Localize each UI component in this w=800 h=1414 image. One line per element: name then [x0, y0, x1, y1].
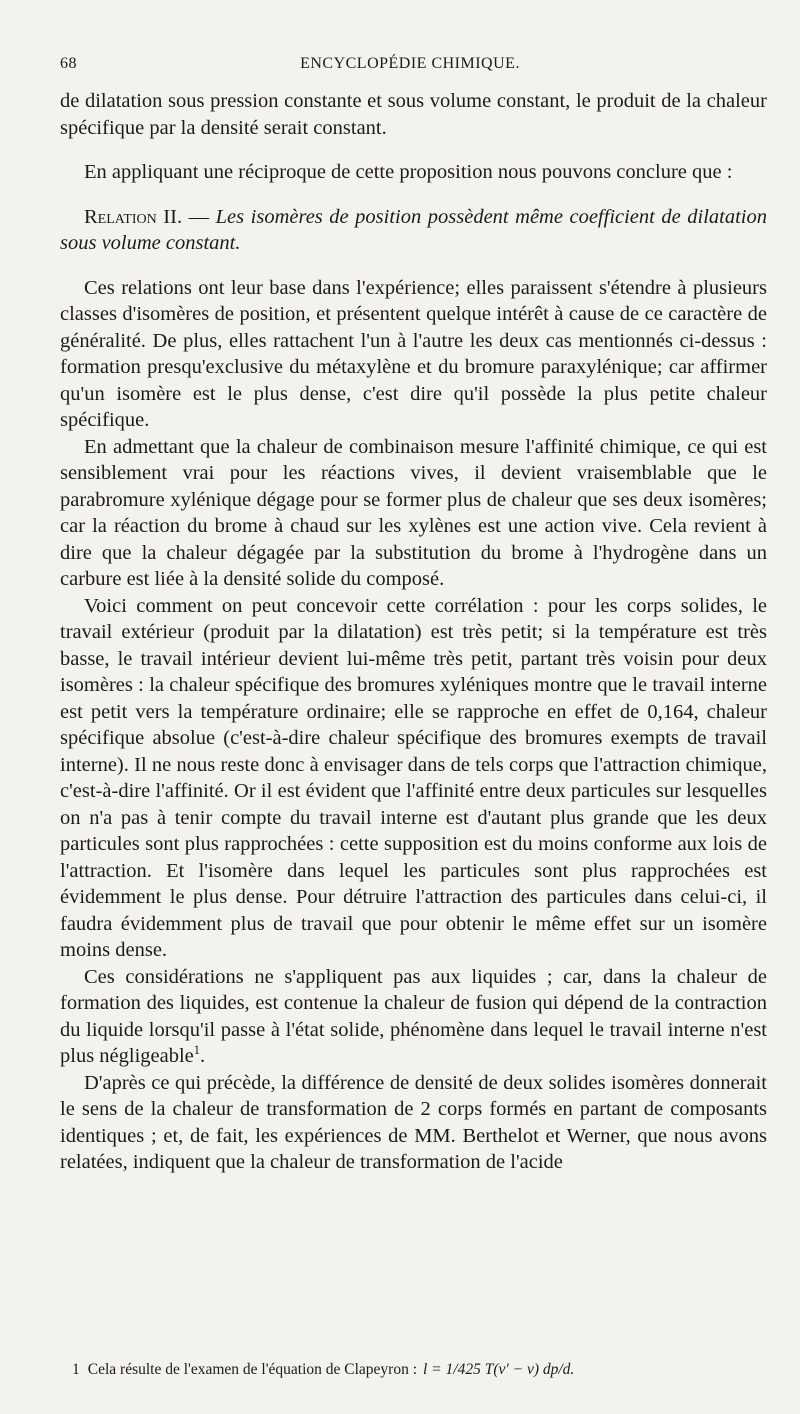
- clapeyron-equation: l = 1/425 T(v′ − v) dp/d.: [423, 1361, 575, 1378]
- paragraph-6-text: Ces considérations ne s'appliquent pas aux liquides ; car, dans la chaleur de formation des liquides, est contenue la chaleur de fusion qui dépend de la contraction du liquide lorsqu'il passe à l'état solide, phénomène dans lequel le travail interne n'est plus négligeable: [60, 965, 767, 1067]
- page-number: 68: [60, 55, 77, 72]
- relation-ii: [60, 204, 767, 257]
- paragraph-4: En admettant que la chaleur de combinaison mesure l'affinité chimique, ce qui est sensiblement vrai pour les réactions vives, il devient vraisemblable que le parabromure xylénique dégage pour se former plus de chaleur que ses deux isomères; car la réaction du brome à chaud sur les xylènes est une action vive. Cela revient à dire que la chaleur dégagée par la substitution du brome à l'hydrogène dans un carbure est liée à la densité solide du composé.: [60, 435, 767, 590]
- paragraph-6: [60, 964, 767, 1070]
- paragraph-1: de dilatation sous pression constante et sous volume constant, le produit de la chaleur spécifique par la densité serait constant.: [60, 90, 767, 139]
- running-head: ENCYCLOPÉDIE CHIMIQUE.: [300, 55, 520, 72]
- footnote-number: 1: [72, 1361, 80, 1378]
- page-header: [60, 55, 760, 79]
- relation-text: Les isomères de position possèdent même coefficient de dilatation sous volume constant.: [60, 205, 767, 254]
- footnote-reference[interactable]: 1: [193, 1043, 200, 1058]
- paragraph-5: Voici comment on peut concevoir cette corrélation : pour les corps solides, le travail extérieur (produit par la dilatation) est très petit; si la température est très basse, le travail intérieur devient lui-même très petit, partant très voisin pour deux isomères : la chaleur spécifique des bromures xyléniques montre que le travail interne est petit vers la température ordinaire; elle se rapproche en effet de 0,164, chaleur spécifique absolue (c'est-à-dire chaleur spécifique des bromures exempts de travail interne). Il ne nous reste donc à envisager dans de tels corps que l'attraction chimique, c'est-à-dire l'affinité. Or il est évident que l'affinité entre deux particules sur lesquelles on n'a pas à tenir compte du travail interne est d'autant plus grande que les deux particules sont plus rapprochées : cette supposition est du moins conforme aux lois de l'attraction. Et l'isomère dans lequel les particules sont plus rapprochées est évidemment le plus dense. Pour détruire l'attraction des particules dans celui-ci, il faudra évidemment plus de travail que pour obtenir le même effet sur un isomère moins dense.: [60, 594, 767, 961]
- paragraph-6-end: .: [199, 1045, 206, 1067]
- relation-dash: —: [182, 205, 216, 228]
- body-text: [60, 88, 767, 1176]
- paragraph-3: Ces relations ont leur base dans l'expérience; elles paraissent s'étendre à plusieurs classes d'isomères de position, et présentent quelque intérêt à cause de ce caractère de généralité. De plus, elles rattachent l'un à l'autre les deux cas mentionnés ci-dessus : formation presqu'exclusive du métaxylène et du bromure paraxylénique; car affirmer qu'un isomère est le plus dense, c'est dire qu'il possède la plus petite chaleur spécifique.: [60, 276, 767, 431]
- footnote: [60, 1360, 767, 1380]
- paragraph-7: D'après ce qui précède, la différence de densité de deux solides isomères donnerait le sens de la chaleur de transformation de 2 corps formés en partant de composants identiques ; et, de fait, les expériences de MM. Berthelot et Werner, que nous avons relatées, indiquent que la chaleur de transformation de l'acide: [60, 1071, 767, 1173]
- footnote-text: Cela résulte de l'examen de l'équation de Clapeyron :: [87, 1361, 417, 1378]
- relation-label: Relation II.: [84, 205, 183, 228]
- paragraph-2: En appliquant une réciproque de cette proposition nous pouvons conclure que :: [84, 161, 733, 183]
